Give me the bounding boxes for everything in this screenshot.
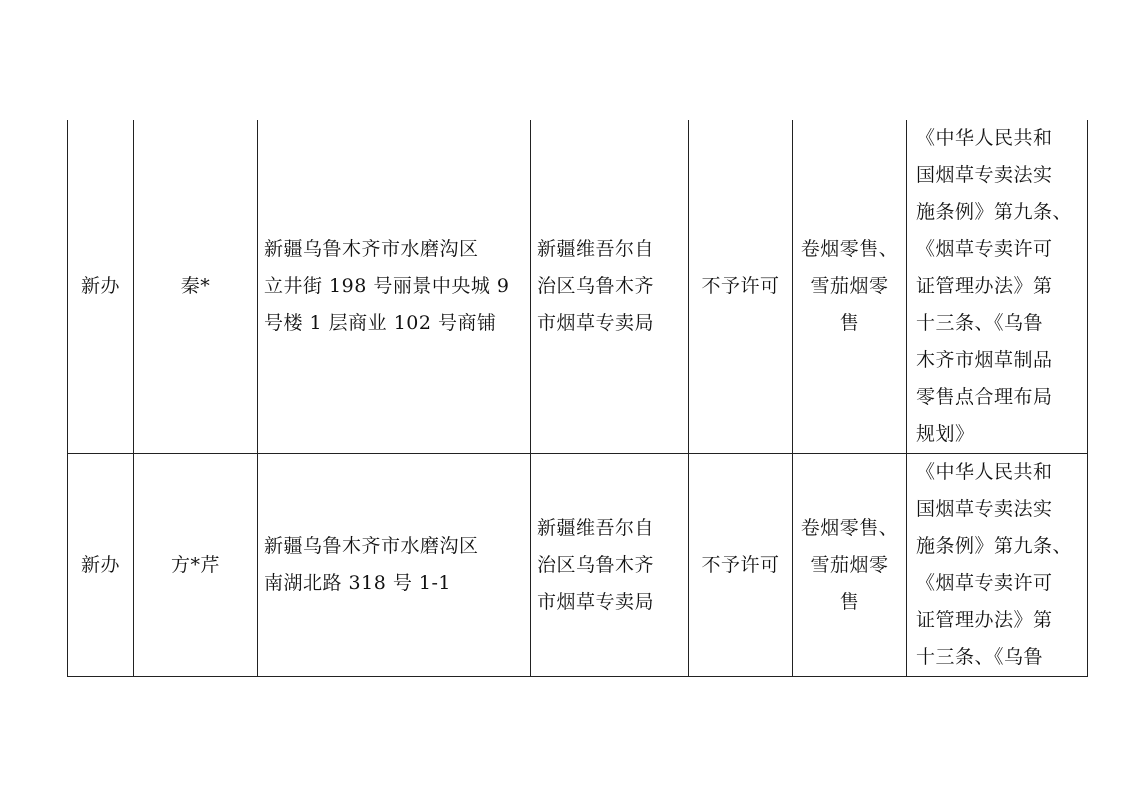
table-row (68, 120, 1088, 454)
issuing-authority-text: 新疆维吾尔自 治区乌鲁木齐 市烟草专卖局 (537, 238, 655, 334)
legal-basis-text: 《中华人民共和 国烟草专卖法实 施条例》第九条、 《烟草专卖许可 证管理办法》第 十三条、《乌鲁 (916, 461, 1073, 668)
legal-basis-cell (907, 120, 1088, 454)
issuing-authority-cell (531, 454, 689, 677)
business-address-cell (258, 120, 531, 454)
business-scope-cell (793, 120, 907, 454)
application-type-cell: 新办 (68, 120, 134, 454)
application-type-cell: 新办 (68, 454, 134, 677)
legal-basis-cell (907, 454, 1088, 677)
business-scope-cell (793, 454, 907, 677)
issuing-authority-text: 新疆维吾尔自 治区乌鲁木齐 市烟草专卖局 (537, 516, 655, 613)
business-address-cell (258, 454, 531, 677)
applicant-name-cell: 秦* (134, 120, 258, 454)
permit-decision-table (67, 120, 1088, 677)
legal-basis-text: 《中华人民共和 国烟草专卖法实 施条例》第九条、 《烟草专卖许可 证管理办法》第 十三条、《乌鲁 木齐市烟草制品 零售点合理布局 规划》 (916, 127, 1073, 445)
business-address-text: 新疆乌鲁木齐市水磨沟区 立井街 198 号丽景中央城 9 号楼 1 层商业 102 号商铺 (264, 238, 510, 334)
decision-result-cell: 不予许可 (689, 454, 793, 677)
decision-result-cell: 不予许可 (689, 120, 793, 454)
issuing-authority-cell (531, 120, 689, 454)
business-scope-text: 卷烟零售、 雪茄烟零 售 (800, 238, 899, 334)
business-scope-text: 卷烟零售、 雪茄烟零 售 (800, 516, 899, 613)
applicant-name-cell: 方*芹 (134, 454, 258, 677)
business-address-text: 新疆乌鲁木齐市水磨沟区 南湖北路 318 号 1-1 (264, 535, 479, 594)
table-row (68, 454, 1088, 677)
